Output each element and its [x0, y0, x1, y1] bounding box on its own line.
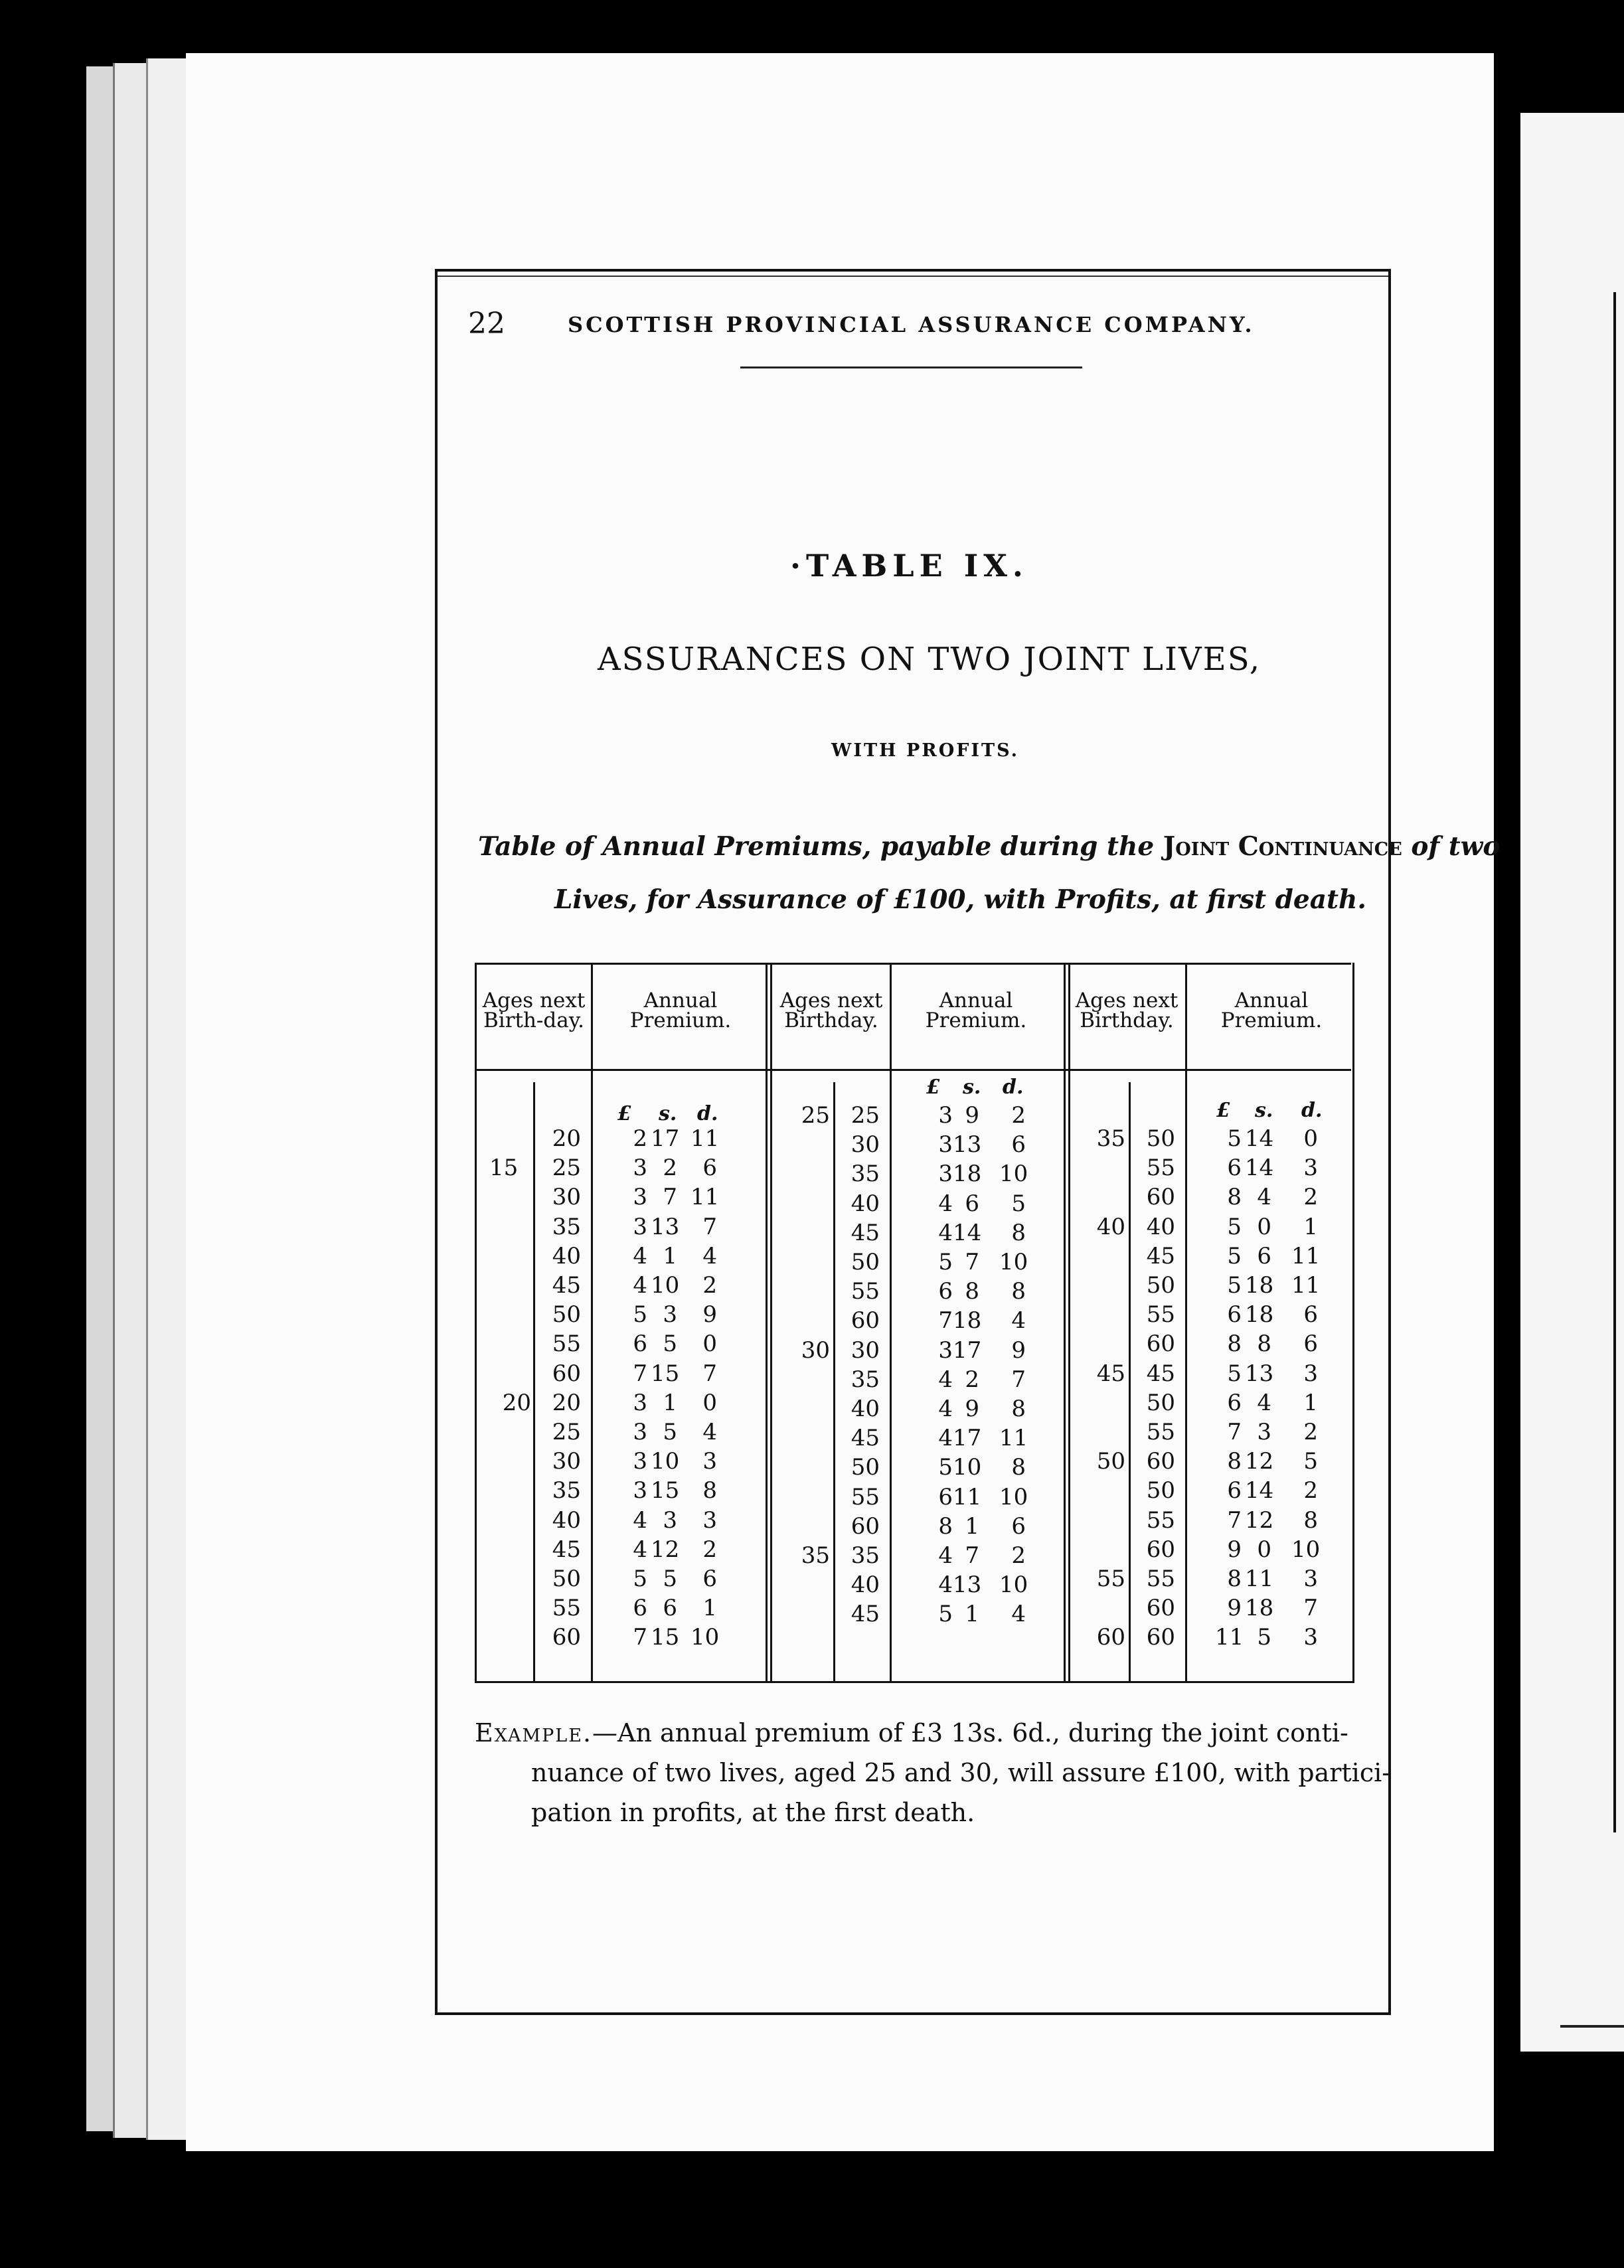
table-row — [475, 1125, 1351, 1152]
age-second-life: 20 — [552, 1389, 581, 1416]
age-second-life: 60 — [1146, 1595, 1175, 1622]
premium-pounds: 6 — [1227, 1389, 1242, 1416]
facing-page — [1520, 113, 1624, 2052]
page-edge — [146, 58, 188, 2140]
premium-pounds: 6 — [1227, 1301, 1242, 1329]
table-row — [475, 1595, 1351, 1621]
age-second-life: 50 — [851, 1454, 880, 1481]
age-first-life: 30 — [801, 1336, 830, 1364]
age-second-life: 55 — [1146, 1566, 1175, 1592]
premium-pence: 10 — [999, 1483, 1028, 1510]
premium-pounds: 3 — [938, 1102, 953, 1129]
premium-pounds: 7 — [938, 1307, 953, 1335]
age-second-life: 30 — [552, 1448, 581, 1475]
page-edge — [113, 63, 148, 2138]
age-second-life: 55 — [552, 1595, 581, 1622]
premium-shillings: 10 — [651, 1448, 680, 1475]
age-second-life: 50 — [552, 1566, 581, 1592]
age-second-life: 60 — [1146, 1184, 1175, 1211]
premium-pounds: 5 — [633, 1301, 647, 1329]
page-number: 22 — [468, 307, 505, 341]
premium-shillings: 0 — [1257, 1213, 1271, 1240]
running-head — [468, 307, 1255, 347]
premium-shillings: 12 — [651, 1536, 680, 1563]
table-row — [475, 1360, 1351, 1387]
premium-pounds: 9 — [1227, 1536, 1242, 1563]
premium-pence: 4 — [702, 1419, 717, 1445]
table-row — [475, 1102, 1351, 1129]
premium-pounds: 6 — [633, 1331, 647, 1358]
premium-pounds: 3 — [633, 1184, 647, 1211]
premium-shillings: 6 — [1257, 1242, 1271, 1269]
premium-pence: 4 — [1011, 1307, 1026, 1335]
premium-pounds: 4 — [938, 1190, 953, 1217]
age-second-life: 60 — [851, 1512, 880, 1540]
premium-pounds: 3 — [633, 1213, 647, 1240]
table-row — [475, 1419, 1351, 1445]
premium-shillings: 7 — [663, 1184, 677, 1211]
age-second-life: 40 — [552, 1242, 581, 1269]
premium-pounds: 8 — [1227, 1566, 1242, 1592]
age-second-life: 30 — [851, 1336, 880, 1364]
facing-page-rule — [1613, 292, 1616, 1832]
example-line-2: nuance of two lives, aged 25 and 30, will assure £100, with partici- — [531, 1758, 1391, 1787]
age-second-life: 50 — [1146, 1125, 1175, 1152]
premium-pence: 9 — [702, 1301, 717, 1329]
age-second-life: 45 — [1146, 1360, 1175, 1387]
premium-pence: 11 — [1291, 1272, 1321, 1299]
premium-pence: 10 — [999, 1161, 1028, 1188]
premium-pounds: 5 — [1227, 1242, 1242, 1269]
table-row — [475, 1272, 1351, 1299]
premium-shillings: 0 — [1257, 1536, 1271, 1563]
premium-shillings: 13 — [953, 1131, 982, 1159]
premium-pence: 4 — [1011, 1601, 1026, 1628]
premium-pence: 5 — [1303, 1448, 1318, 1475]
premium-pounds: 8 — [1227, 1331, 1242, 1358]
premium-table — [475, 963, 1354, 1683]
table-top-rule — [475, 963, 1351, 965]
age-second-life: 60 — [1146, 1536, 1175, 1563]
premium-shillings: 5 — [663, 1566, 677, 1592]
age-second-life: 25 — [552, 1419, 581, 1445]
premium-shillings: 2 — [965, 1366, 979, 1393]
premium-shillings: 13 — [1245, 1360, 1274, 1387]
table-row — [475, 1536, 1351, 1563]
description-text: Table of Annual Premiums, payable during the — [478, 831, 1163, 862]
table-row — [475, 1331, 1351, 1357]
premium-pounds: 5 — [938, 1249, 953, 1275]
premium-pounds: 6 — [938, 1483, 953, 1510]
premium-pounds: 7 — [1227, 1419, 1242, 1445]
table-row — [475, 1390, 1351, 1416]
header-ages-3: Ages next Birthday. — [1075, 989, 1178, 1032]
premium-pence: 11 — [690, 1125, 720, 1152]
premium-shillings: 14 — [953, 1219, 982, 1246]
premium-pounds: 7 — [1227, 1506, 1242, 1534]
table-row — [475, 1301, 1351, 1328]
premium-pounds: 6 — [633, 1595, 647, 1622]
premium-pence: 8 — [1011, 1396, 1026, 1422]
premium-pence: 3 — [702, 1448, 717, 1475]
age-second-life: 40 — [851, 1396, 880, 1422]
example-text: —An annual premium of £3 13s. 6d., during the joint conti- — [592, 1718, 1348, 1747]
premium-pence: 11 — [999, 1425, 1028, 1452]
unit-shillings: s. — [1255, 1099, 1273, 1122]
page-edge — [86, 66, 113, 2131]
unit-pence: d. — [697, 1102, 718, 1125]
facing-page-rule — [1560, 2025, 1624, 2028]
age-second-life: 35 — [552, 1477, 581, 1504]
premium-pence: 6 — [1011, 1131, 1026, 1159]
premium-pence: 4 — [702, 1242, 717, 1269]
premium-pence: 5 — [1011, 1190, 1026, 1217]
age-second-life: 35 — [552, 1213, 581, 1240]
example-line-3: pation in profits, at the first death. — [531, 1798, 975, 1827]
header-ages-2: Ages next Birthday. — [779, 989, 883, 1032]
premium-pence: 11 — [1291, 1242, 1321, 1269]
premium-pence: 6 — [702, 1155, 717, 1182]
premium-shillings: 6 — [965, 1190, 979, 1217]
age-second-life: 50 — [1146, 1389, 1175, 1416]
age-second-life: 30 — [851, 1131, 880, 1159]
premium-pounds: 3 — [633, 1477, 647, 1504]
premium-shillings: 12 — [1245, 1506, 1274, 1534]
premium-pence: 8 — [1303, 1506, 1318, 1534]
unit-pence: d. — [1301, 1099, 1323, 1122]
premium-pounds: 8 — [938, 1512, 953, 1540]
premium-pence: 7 — [702, 1360, 717, 1387]
age-first-life: 40 — [1096, 1213, 1125, 1240]
premium-pounds: 3 — [633, 1389, 647, 1416]
table-header-rule — [475, 1069, 1351, 1071]
age-second-life: 40 — [851, 1572, 880, 1599]
age-second-life: 45 — [851, 1601, 880, 1628]
premium-pounds: 3 — [938, 1131, 953, 1159]
premium-pence: 3 — [1303, 1566, 1318, 1592]
age-second-life: 60 — [552, 1624, 581, 1651]
age-second-life: 60 — [1146, 1331, 1175, 1358]
premium-pence: 6 — [1011, 1512, 1026, 1540]
age-first-life: 50 — [1096, 1448, 1125, 1475]
premium-shillings: 18 — [1245, 1272, 1274, 1299]
age-first-life: 15 — [489, 1155, 519, 1181]
premium-pence: 7 — [702, 1213, 717, 1240]
premium-pence: 3 — [1303, 1624, 1318, 1651]
premium-pence: 7 — [1303, 1595, 1318, 1622]
table-row — [475, 1214, 1351, 1240]
premium-pence: 2 — [1303, 1477, 1318, 1504]
table-row — [475, 1243, 1351, 1269]
premium-shillings: 5 — [1257, 1624, 1271, 1651]
age-second-life: 50 — [552, 1301, 581, 1329]
premium-shillings: 15 — [651, 1477, 680, 1504]
premium-shillings: 18 — [953, 1307, 982, 1335]
premium-pounds: 5 — [938, 1454, 953, 1481]
premium-pounds: 5 — [1227, 1213, 1242, 1240]
premium-pounds: 6 — [938, 1278, 953, 1305]
premium-pounds: 5 — [633, 1566, 647, 1592]
age-second-life: 35 — [851, 1366, 880, 1393]
premium-pence: 3 — [1303, 1155, 1318, 1182]
subheading: WITH PROFITS. — [831, 740, 1020, 761]
premium-pounds: 3 — [633, 1448, 647, 1475]
age-second-life: 30 — [552, 1184, 581, 1211]
premium-pounds: 5 — [1227, 1272, 1242, 1299]
table-bottom-rule — [475, 1681, 1354, 1683]
unit-shillings: s. — [963, 1076, 981, 1099]
age-second-life: 40 — [552, 1506, 581, 1534]
premium-pence: 9 — [1011, 1336, 1026, 1364]
premium-pounds: 4 — [938, 1542, 953, 1569]
premium-pounds: 5 — [1227, 1125, 1242, 1152]
premium-pounds: 3 — [938, 1161, 953, 1188]
premium-shillings: 17 — [953, 1425, 982, 1452]
age-second-life: 55 — [1146, 1301, 1175, 1329]
age-second-life: 45 — [1146, 1242, 1175, 1269]
age-second-life: 35 — [851, 1542, 880, 1569]
premium-shillings: 13 — [651, 1213, 680, 1240]
unit-pence: d. — [1003, 1076, 1024, 1099]
table-row — [475, 1477, 1351, 1504]
premium-shillings: 15 — [651, 1624, 680, 1651]
premium-pounds: 7 — [633, 1624, 647, 1651]
premium-shillings: 17 — [651, 1125, 680, 1152]
premium-pounds: 7 — [633, 1360, 647, 1387]
running-title: SCOTTISH PROVINCIAL ASSURANCE COMPANY. — [568, 312, 1255, 337]
table-description — [478, 820, 1501, 926]
premium-shillings: 14 — [1245, 1125, 1274, 1152]
premium-pounds: 3 — [633, 1419, 647, 1445]
unit-pounds: £ — [617, 1102, 631, 1125]
description-line-2: Lives, for Assurance of £100, with Profits, at first death. — [554, 884, 1366, 915]
premium-shillings: 18 — [1245, 1595, 1274, 1622]
premium-shillings: 1 — [965, 1512, 979, 1540]
age-second-life: 60 — [552, 1360, 581, 1387]
age-second-life: 55 — [552, 1331, 581, 1358]
premium-shillings: 9 — [965, 1102, 979, 1129]
age-second-life: 55 — [851, 1483, 880, 1510]
age-second-life: 45 — [552, 1536, 581, 1563]
table-row — [475, 1507, 1351, 1534]
age-second-life: 60 — [851, 1307, 880, 1335]
age-second-life: 55 — [851, 1278, 880, 1305]
premium-shillings: 2 — [663, 1155, 677, 1182]
premium-pounds: 9 — [1227, 1595, 1242, 1622]
premium-pounds: 4 — [938, 1366, 953, 1393]
premium-pence: 3 — [1303, 1360, 1318, 1387]
header-premium-3: Annual Premium. — [1220, 989, 1323, 1032]
premium-shillings: 8 — [1257, 1331, 1271, 1358]
table-rule — [1352, 963, 1354, 1683]
premium-pounds: 4 — [633, 1242, 647, 1269]
example-note — [475, 1713, 1391, 1832]
unit-pounds: £ — [926, 1076, 940, 1099]
header-premium-1: Annual Premium. — [629, 989, 732, 1032]
premium-shillings: 7 — [965, 1542, 979, 1569]
premium-pounds: 5 — [938, 1601, 953, 1628]
example-line-1 — [475, 1713, 1364, 1753]
age-first-life: 45 — [1096, 1360, 1125, 1387]
premium-pounds: 4 — [938, 1425, 953, 1452]
table-row — [475, 1624, 1351, 1651]
premium-shillings: 18 — [953, 1161, 982, 1188]
premium-pence: 6 — [1303, 1331, 1318, 1358]
age-first-life: 25 — [801, 1102, 830, 1129]
premium-pence: 8 — [1011, 1278, 1026, 1305]
premium-pence: 10 — [690, 1624, 720, 1651]
premium-pence: 10 — [1291, 1536, 1321, 1563]
description-line-1 — [478, 820, 1501, 873]
example-lead: Example. — [475, 1718, 593, 1747]
premium-shillings: 4 — [1257, 1389, 1271, 1416]
age-second-life: 60 — [1146, 1624, 1175, 1651]
premium-pence: 6 — [702, 1566, 717, 1592]
age-second-life: 35 — [851, 1161, 880, 1188]
premium-pence: 3 — [702, 1506, 717, 1534]
premium-pence: 8 — [1011, 1219, 1026, 1246]
age-second-life: 45 — [552, 1272, 581, 1299]
premium-pence: 2 — [1011, 1542, 1026, 1569]
premium-shillings: 12 — [1245, 1448, 1274, 1475]
premium-pence: 7 — [1011, 1366, 1026, 1393]
premium-shillings: 6 — [663, 1595, 677, 1622]
description-small-caps: Joint Continuance — [1163, 831, 1402, 862]
age-first-life: 55 — [1096, 1566, 1125, 1592]
age-second-life: 40 — [1146, 1213, 1175, 1240]
premium-pounds: 3 — [938, 1336, 953, 1364]
table-number: ·TABLE IX. — [790, 548, 1028, 584]
premium-shillings: 1 — [965, 1601, 979, 1628]
premium-shillings: 3 — [663, 1506, 677, 1534]
premium-shillings: 11 — [1245, 1566, 1274, 1592]
age-second-life: 25 — [851, 1102, 880, 1129]
header-premium-2: Annual Premium. — [925, 989, 1027, 1032]
age-second-life: 45 — [851, 1219, 880, 1246]
premium-shillings: 4 — [1257, 1184, 1271, 1211]
age-second-life: 25 — [552, 1155, 581, 1182]
premium-pounds: 2 — [633, 1125, 647, 1152]
premium-pence: 6 — [1303, 1301, 1318, 1329]
unit-shillings: s. — [659, 1102, 677, 1125]
premium-pounds: 4 — [938, 1219, 953, 1246]
age-second-life: 40 — [851, 1190, 880, 1217]
premium-shillings: 5 — [663, 1331, 677, 1358]
age-first-life: 35 — [801, 1542, 830, 1569]
premium-pence: 2 — [1303, 1419, 1318, 1445]
premium-pounds: 3 — [633, 1155, 647, 1182]
premium-shillings: 1 — [663, 1389, 677, 1416]
premium-pence: 2 — [1303, 1184, 1318, 1211]
premium-shillings: 5 — [663, 1419, 677, 1445]
premium-pounds: 5 — [1227, 1360, 1242, 1387]
premium-shillings: 9 — [965, 1396, 979, 1422]
premium-pence: 10 — [999, 1249, 1028, 1275]
age-second-life: 55 — [1146, 1155, 1175, 1182]
premium-pence: 2 — [1011, 1102, 1026, 1129]
premium-pounds: 8 — [1227, 1184, 1242, 1211]
premium-pounds: 6 — [1227, 1477, 1242, 1504]
premium-pence: 1 — [1303, 1389, 1318, 1416]
heading: ASSURANCES ON TWO JOINT LIVES, — [598, 641, 1261, 678]
premium-pounds: 4 — [633, 1536, 647, 1563]
border-inner-rule — [438, 276, 1388, 277]
age-first-life: 20 — [502, 1389, 531, 1416]
premium-pence: 0 — [1303, 1125, 1318, 1152]
premium-shillings: 14 — [1245, 1477, 1274, 1504]
premium-shillings: 17 — [953, 1336, 982, 1364]
premium-shillings: 10 — [953, 1454, 982, 1481]
premium-shillings: 3 — [663, 1301, 677, 1329]
premium-shillings: 13 — [953, 1572, 982, 1599]
premium-shillings: 3 — [1257, 1419, 1271, 1445]
premium-pence: 2 — [702, 1272, 717, 1299]
premium-pence: 11 — [690, 1184, 720, 1211]
table-row — [475, 1155, 1351, 1181]
age-second-life: 50 — [1146, 1272, 1175, 1299]
premium-pounds: 8 — [1227, 1448, 1242, 1475]
description-text: of two — [1402, 831, 1501, 862]
premium-pence: 10 — [999, 1572, 1028, 1599]
head-rule — [740, 366, 1082, 368]
premium-pence: 1 — [1303, 1213, 1318, 1240]
premium-shillings: 11 — [953, 1483, 982, 1510]
premium-pounds: 4 — [633, 1272, 647, 1299]
premium-pence: 8 — [1011, 1454, 1026, 1481]
table-row — [475, 1566, 1351, 1592]
premium-pence: 2 — [702, 1536, 717, 1563]
header-ages-1: Ages next Birth-day. — [482, 989, 586, 1032]
age-first-life: 60 — [1096, 1624, 1125, 1651]
premium-shillings: 15 — [651, 1360, 680, 1387]
premium-shillings: 8 — [965, 1278, 979, 1305]
premium-shillings: 1 — [663, 1242, 677, 1269]
premium-pounds: 6 — [1227, 1155, 1242, 1182]
table-row — [475, 1184, 1351, 1210]
age-second-life: 45 — [851, 1425, 880, 1452]
premium-pence: 1 — [702, 1595, 717, 1622]
age-second-life: 50 — [851, 1249, 880, 1275]
age-second-life: 55 — [1146, 1419, 1175, 1445]
table-row — [475, 1448, 1351, 1475]
age-second-life: 60 — [1146, 1448, 1175, 1475]
age-second-life: 55 — [1146, 1506, 1175, 1534]
premium-pence: 0 — [702, 1389, 717, 1416]
premium-pounds: 4 — [938, 1396, 953, 1422]
age-first-life: 35 — [1096, 1125, 1125, 1152]
premium-shillings: 7 — [965, 1249, 979, 1275]
premium-pounds: 4 — [938, 1572, 953, 1599]
premium-pence: 0 — [702, 1331, 717, 1358]
age-second-life: 20 — [552, 1125, 581, 1152]
premium-shillings: 14 — [1245, 1155, 1274, 1182]
age-second-life: 50 — [1146, 1477, 1175, 1504]
premium-shillings: 10 — [651, 1272, 680, 1299]
premium-pounds: 11 — [1215, 1624, 1244, 1651]
premium-pence: 8 — [702, 1477, 717, 1504]
unit-pounds: £ — [1216, 1099, 1230, 1122]
premium-shillings: 18 — [1245, 1301, 1274, 1329]
premium-pounds: 4 — [633, 1506, 647, 1534]
